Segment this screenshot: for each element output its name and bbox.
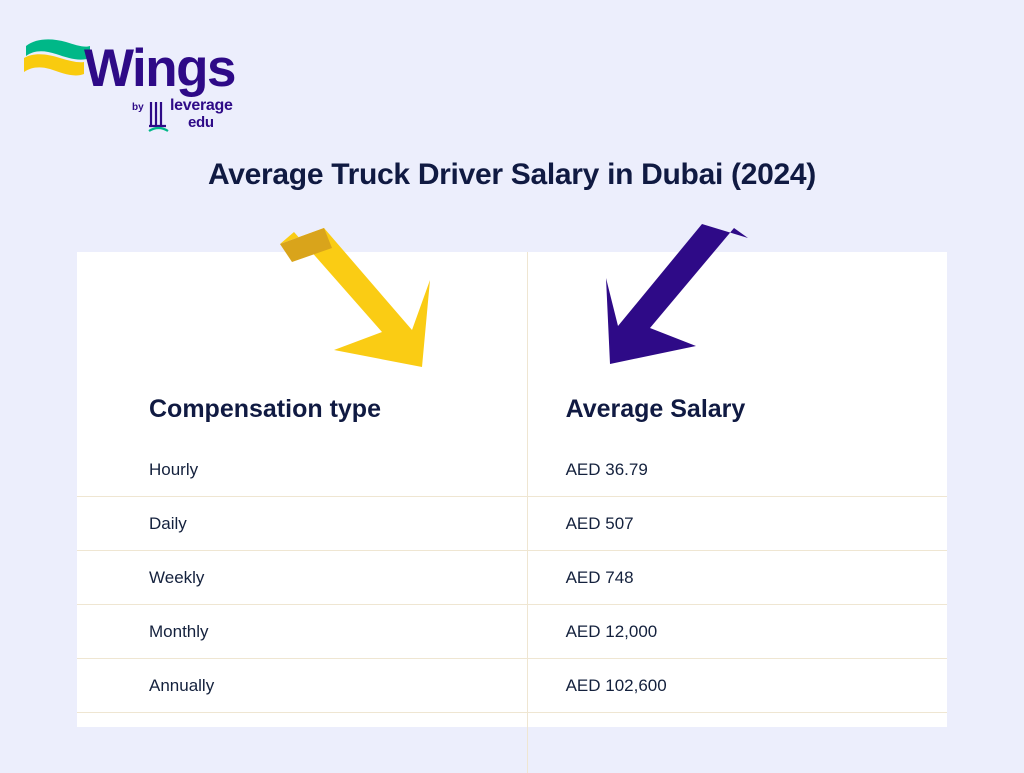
logo-subbrand xyxy=(170,98,233,131)
page-title: Average Truck Driver Salary in Dubai (2024) xyxy=(0,158,1024,192)
table-cell-compensation-type: Monthly xyxy=(77,605,527,659)
salary-table-container xyxy=(77,252,947,727)
table-cell-compensation-type xyxy=(77,713,527,773)
table-row xyxy=(77,605,947,659)
table-header-row xyxy=(77,252,947,444)
table-row xyxy=(77,444,947,497)
table-row xyxy=(77,497,947,551)
logo-subbrand-line1: leverage xyxy=(170,97,233,114)
table-header-average-salary: Average Salary xyxy=(527,252,947,444)
table-body xyxy=(77,444,947,773)
table-row xyxy=(77,551,947,605)
table-cell-average-salary: AED 12,000 xyxy=(527,605,947,659)
table-row xyxy=(77,659,947,713)
table-head xyxy=(77,252,947,444)
table-cell-compensation-type: Daily xyxy=(77,497,527,551)
logo-wordmark: Wings xyxy=(84,42,235,95)
table-cell-average-salary: AED 748 xyxy=(527,551,947,605)
logo-swoosh-icon xyxy=(22,36,92,84)
table-cell-average-salary: AED 102,600 xyxy=(527,659,947,713)
table-cell-average-salary xyxy=(527,713,947,773)
logo-by-label: by xyxy=(132,102,144,113)
table-cell-average-salary: AED 507 xyxy=(527,497,947,551)
table-row xyxy=(77,713,947,773)
table-cell-compensation-type: Weekly xyxy=(77,551,527,605)
logo-subbrand-line2: edu xyxy=(188,115,233,131)
table-cell-compensation-type: Annually xyxy=(77,659,527,713)
table-cell-average-salary: AED 36.79 xyxy=(527,444,947,497)
table-header-compensation-type: Compensation type xyxy=(77,252,527,444)
logo-book-icon xyxy=(148,100,170,134)
table-cell-compensation-type: Hourly xyxy=(77,444,527,497)
brand-logo xyxy=(22,28,252,143)
salary-table xyxy=(77,252,947,773)
